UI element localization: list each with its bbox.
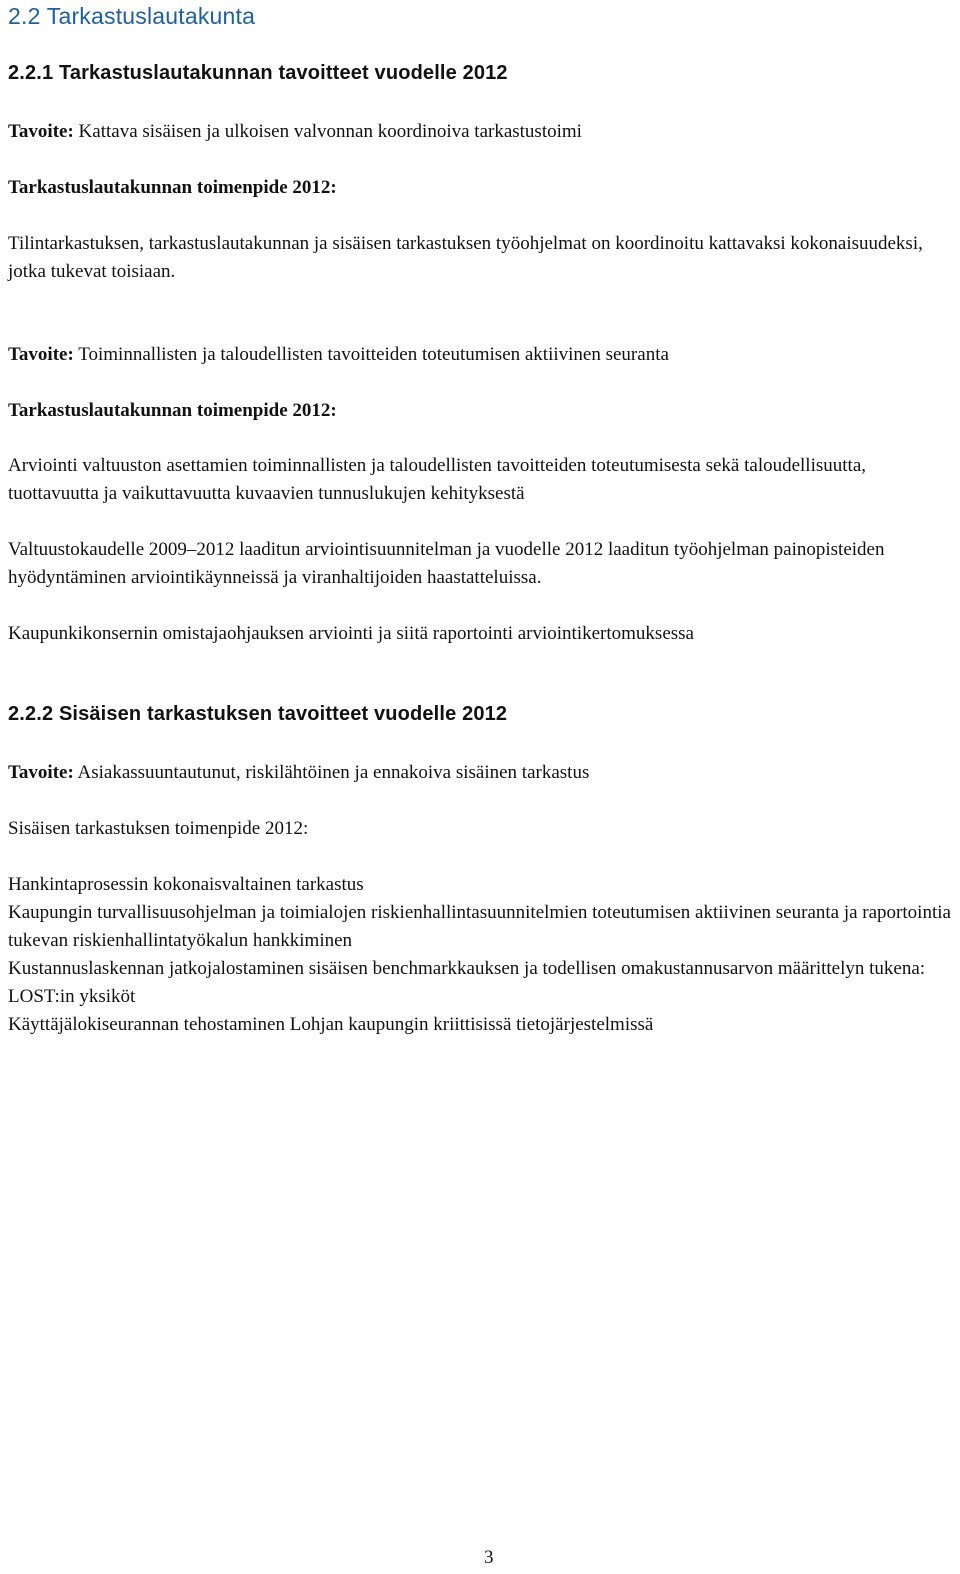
goal-line <box>8 759 952 787</box>
goal-label: Tavoite: <box>8 762 74 783</box>
subsection-heading-2-2-2: 2.2.2 Sisäisen tarkastuksen tavoitteet vuodelle 2012 <box>8 703 508 725</box>
action-heading: Sisäisen tarkastuksen toimenpide 2012: <box>8 818 309 839</box>
goal-2-line <box>8 341 952 369</box>
action-paragraph: Tilintarkastuksen, tarkastuslautakunnan ja sisäisen tarkastuksen työohjelmat on koordinoitu kattavaksi kokonaisuudeksi, jotka tukevat toisiaan. <box>8 233 923 282</box>
document-page <box>8 0 952 1574</box>
subsection-heading-2-2-1: 2.2.1 Tarkastuslautakunnan tavoitteet vuodelle 2012 <box>8 62 508 84</box>
goal-text: Asiakassuuntautunut, riskilähtöinen ja ennakoiva sisäinen tarkastus <box>73 762 590 783</box>
goal-label: Tavoite: <box>8 121 74 142</box>
goal-text: Kattava sisäisen ja ulkoisen valvonnan koordinoiva tarkastustoimi <box>73 121 582 142</box>
action-heading: Tarkastuslautakunnan toimenpide 2012: <box>8 177 337 198</box>
action-paragraph: Arviointi valtuuston asettamien toiminnallisten ja taloudellisten tavoitteiden toteutumisesta sekä taloudellisuutta, tuottavuutta ja vaikuttavuutta kuvaavien tunnuslukujen kehityksestä <box>8 455 866 504</box>
goal-text: Toiminnallisten ja taloudellisten tavoitteiden toteutumisen aktiivinen seuranta <box>73 344 669 365</box>
action-heading: Tarkastuslautakunnan toimenpide 2012: <box>8 400 337 421</box>
list-item: Hankintaprosessin kokonaisvaltainen tarkastus <box>8 874 364 895</box>
action-paragraph: Valtuustokaudelle 2009–2012 laaditun arviointisuunnitelman ja vuodelle 2012 laaditun työohjelman painopisteiden hyödyntäminen arviointikäynneissä ja viranhaltijoiden haastatteluissa. <box>8 539 885 588</box>
action-paragraph: Kaupunkikonsernin omistajaohjauksen arviointi ja siitä raportointi arviointikertomuksessa <box>8 623 694 644</box>
section-heading: 2.2 Tarkastuslautakunta <box>8 3 256 29</box>
page-number: 3 <box>484 1547 494 1568</box>
list-item: Käyttäjälokiseurannan tehostaminen Lohjan kaupungin kriittisissä tietojärjestelmissä <box>8 1014 654 1035</box>
goal-label: Tavoite: <box>8 344 74 365</box>
list-item: Kustannuslaskennan jatkojalostaminen sisäisen benchmarkkauksen ja todellisen omakustannusarvon määrittelyn tukena: LOST:in yksiköt <box>8 958 926 1007</box>
list-item: Kaupungin turvallisuusohjelman ja toimialojen riskienhallintasuunnitelmien toteutumisen aktiivinen seuranta ja raportointia tukevan riskienhallintatyökalun hankkiminen <box>8 902 951 951</box>
goal-1-line <box>8 118 952 146</box>
